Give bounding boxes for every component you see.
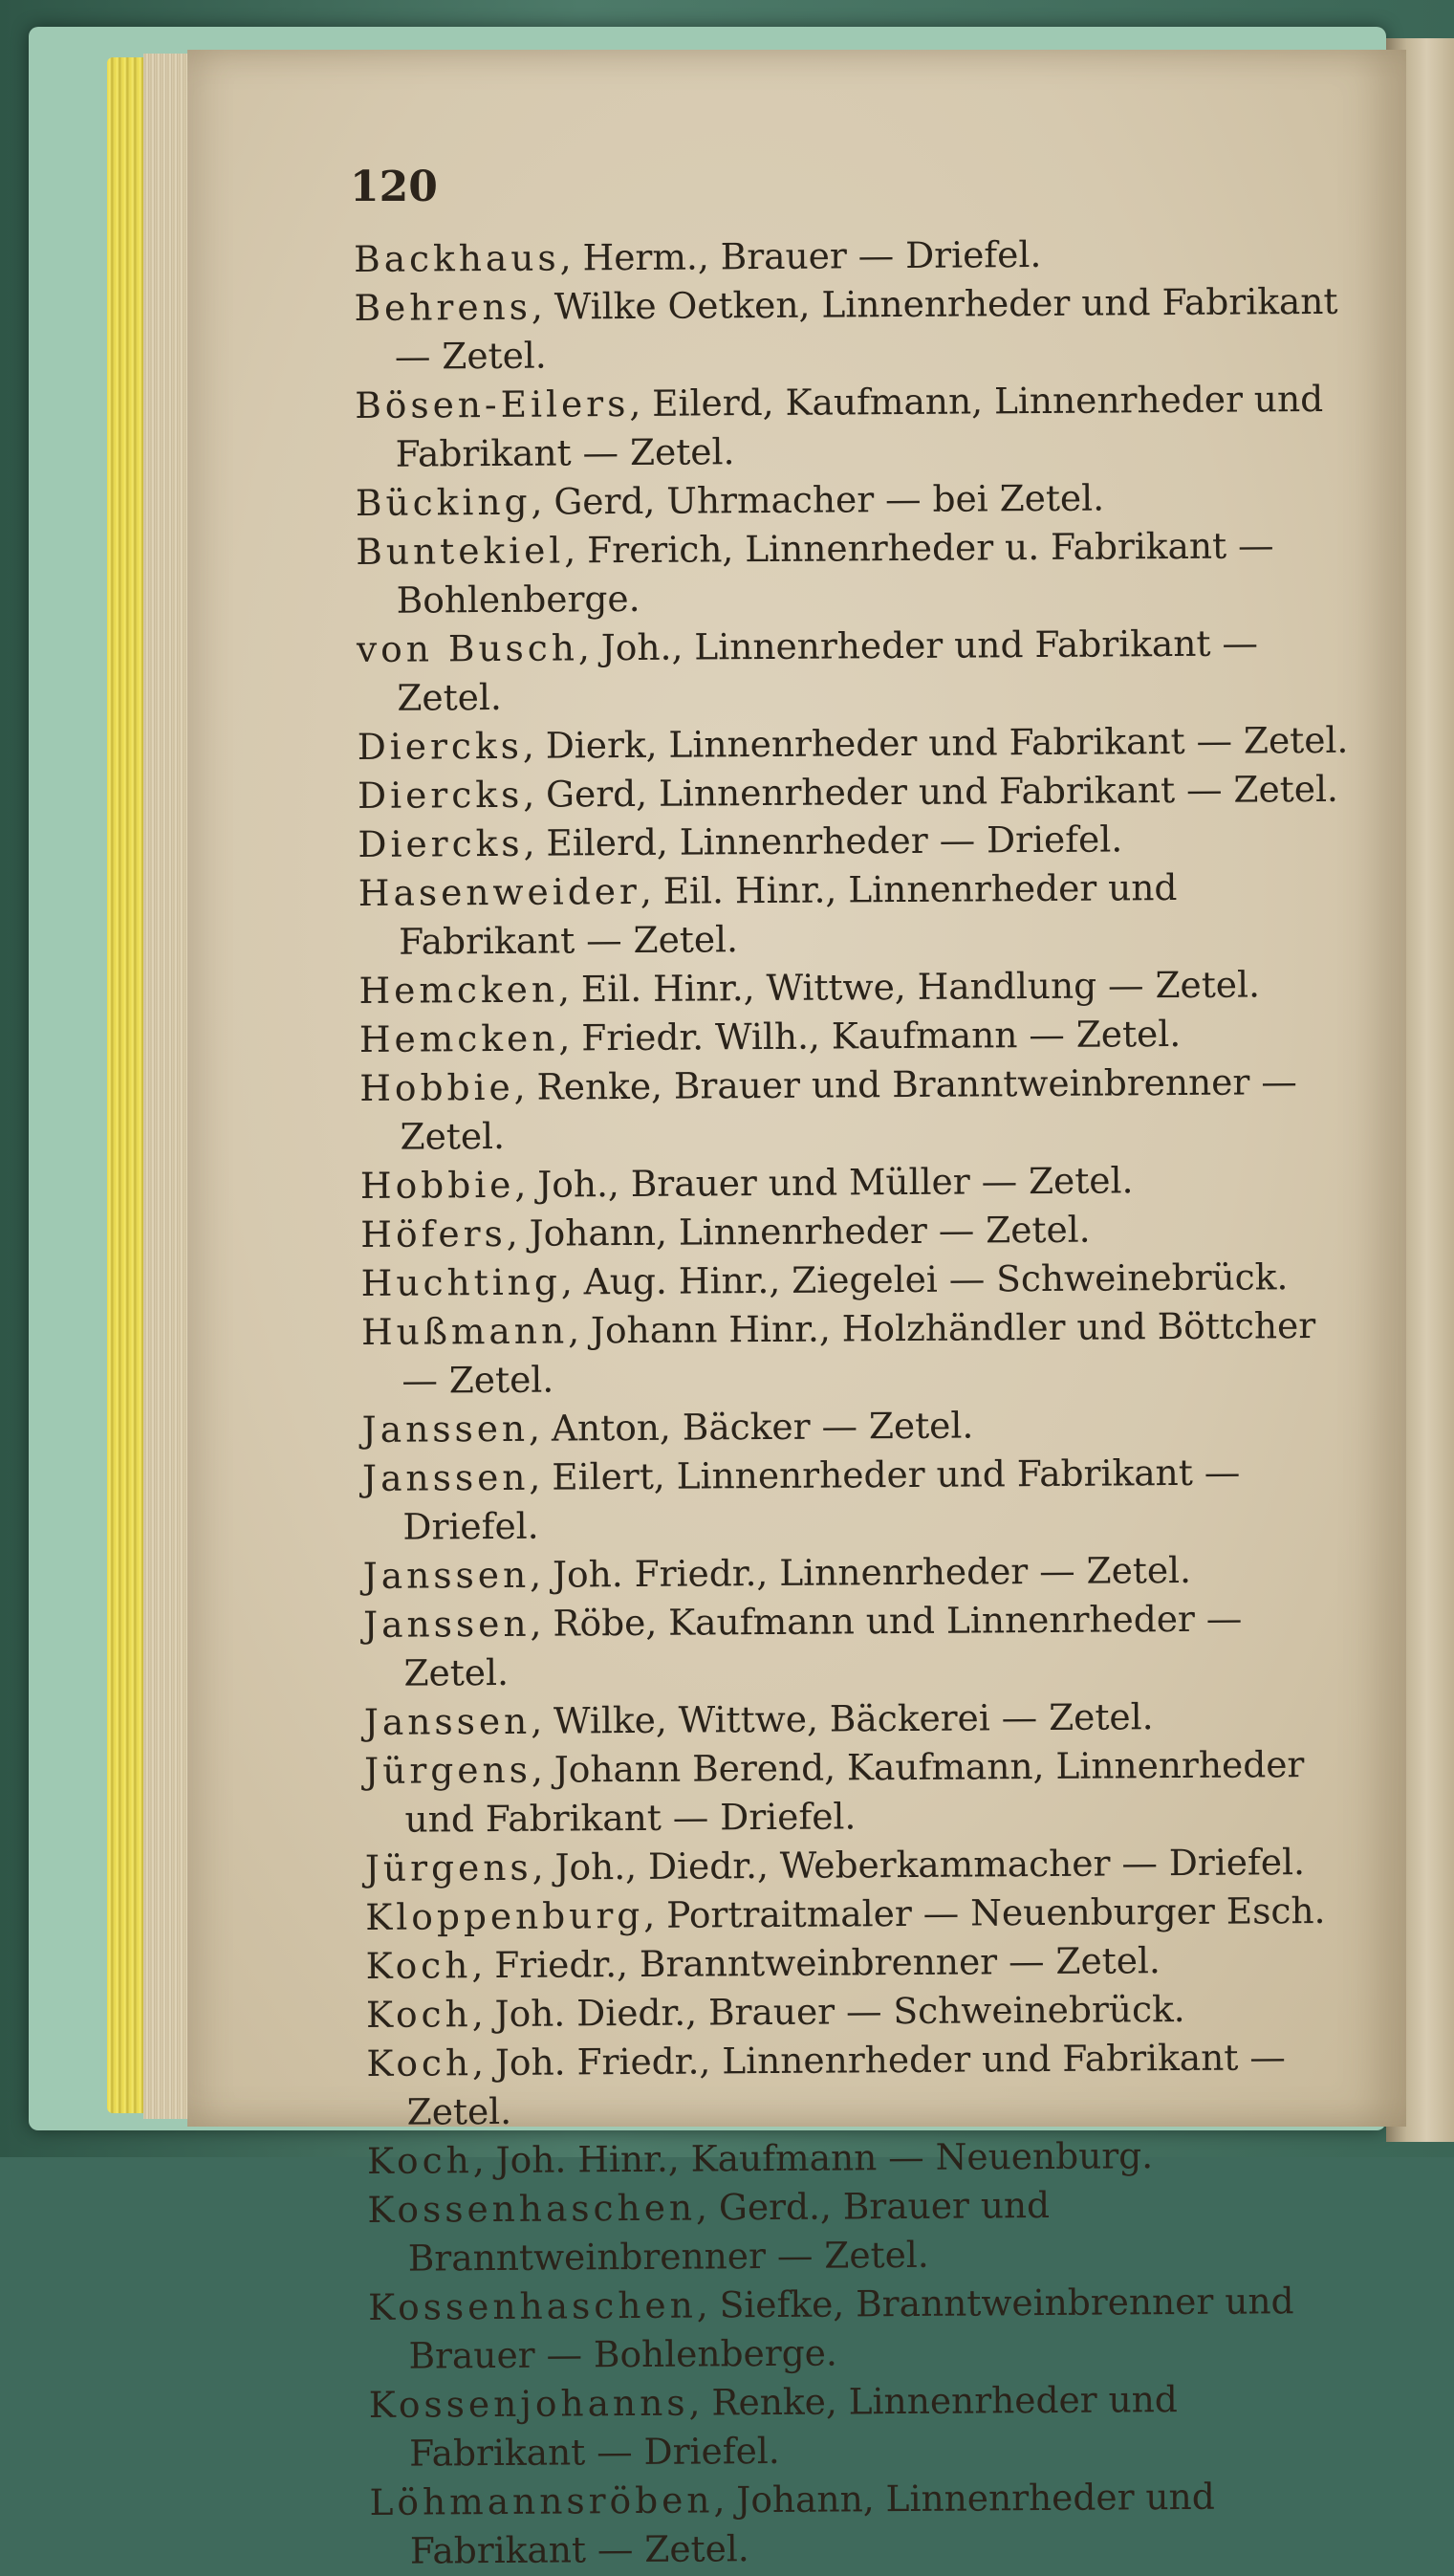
entry-name: Hemcken — [358, 968, 559, 1012]
directory-entry — [359, 1009, 1354, 1064]
entry-name: Höfers — [360, 1212, 507, 1255]
entry-details: , Joh. Hinr., Kaufmann — Neuenburg. — [472, 2134, 1154, 2182]
entry-name: Diercks — [357, 724, 524, 768]
entry-name: Kossenjohanns — [368, 2381, 689, 2426]
directory-entry — [361, 1301, 1356, 1406]
entry-details: , Joh., Brauer und Müller — Zetel. — [514, 1159, 1134, 1206]
entry-details: , Johann, Linnenrheder und Fabrikant — Zetel. — [409, 2475, 1215, 2572]
directory-entry — [365, 1838, 1359, 1893]
directory-entry — [357, 619, 1352, 723]
entry-name: Koch — [365, 1993, 472, 2036]
entry-name: Janssen — [361, 1455, 530, 1499]
entry-name: Löhmannsröben — [369, 2478, 714, 2523]
directory-entry — [358, 814, 1352, 869]
directory-entry — [354, 277, 1349, 382]
entry-details: , Friedr. Wilh., Kaufmann — Zetel. — [558, 1012, 1182, 1059]
entry-name: Hobbie — [359, 1065, 514, 1109]
entry-name: Diercks — [358, 821, 524, 865]
entry-name: von Busch — [356, 626, 579, 670]
entry-name: Huchting — [360, 1260, 562, 1304]
entry-name: Hobbie — [359, 1163, 515, 1207]
entry-name: Jürgens — [364, 1748, 532, 1792]
directory-entry — [360, 1204, 1355, 1259]
entry-details: , Joh., Diedr., Weberkammacher — Driefel. — [532, 1841, 1306, 1888]
directory-entry — [364, 1740, 1359, 1845]
entry-details: , Eil. Hinr., Wittwe, Handlung — Zetel. — [557, 963, 1261, 1011]
directory-entry — [360, 1155, 1355, 1211]
directory-entry — [358, 862, 1354, 967]
directory-entry — [365, 1935, 1359, 1991]
entry-details: , Siefke, Branntweinbrenner und Brauer — Bohlenberge. — [408, 2280, 1294, 2377]
directory-entry — [366, 1984, 1360, 2040]
entry-details: , Johann Hinr., Holzhändler und Böttcher — Zetel. — [401, 1304, 1316, 1402]
entry-details: , Joh. Friedr., Linnenrheder — Zetel. — [530, 1548, 1192, 1596]
entry-name: Diercks — [357, 773, 524, 817]
entry-name: Bücking — [355, 480, 532, 524]
entry-name: Behrens — [354, 285, 532, 329]
directory-entry — [367, 2179, 1362, 2283]
entry-details: , Aug. Hinr., Ziegelei — Schweinebrück. — [560, 1255, 1289, 1303]
directory-entry — [367, 2130, 1361, 2186]
entry-name: Hemcken — [358, 1016, 559, 1060]
entry-name: Jürgens — [364, 1845, 532, 1889]
entry-details: , Renke, Brauer und Branntweinbrenner — Zetel. — [400, 1060, 1297, 1158]
entry-name: Janssen — [362, 1553, 531, 1597]
directory-entry — [369, 2472, 1364, 2576]
entry-name: Backhaus — [354, 236, 560, 280]
entry-details: , Gerd, Uhrmacher — bei Zetel. — [531, 476, 1105, 523]
entry-name: Janssen — [363, 1699, 532, 1743]
directory-entry — [364, 1692, 1358, 1747]
entry-details: , Dierk, Linnenrheder und Fabrikant — Zetel. — [522, 718, 1349, 767]
page-number: 120 — [350, 163, 438, 211]
directory-entry — [369, 2374, 1364, 2478]
directory-entry — [366, 2033, 1361, 2137]
entry-name: Hasenweider — [358, 869, 641, 914]
entry-details: , Joh., Linnenrheder und Fabrikant — Zetel. — [397, 622, 1259, 719]
directory-entry — [354, 229, 1348, 284]
directory-entry — [356, 472, 1350, 528]
directory-entry — [368, 2277, 1363, 2381]
entry-details: , Herm., Brauer — Driefel. — [559, 232, 1042, 279]
directory-entry — [365, 1887, 1359, 1942]
entry-details: , Eilert, Linnenrheder und Fabrikant — Driefel. — [402, 1451, 1241, 1548]
directory-entry — [358, 765, 1352, 820]
entry-details: , Wilke Oetken, Linnenrheder und Fabrikant — Zetel. — [394, 279, 1338, 378]
entry-details: , Portraitmaler — Neuenburger Esch. — [643, 1888, 1326, 1936]
entry-details: , Johann, Linnenrheder — Zetel. — [506, 1208, 1091, 1255]
entry-name: Koch — [365, 1944, 472, 1987]
entry-name: Hußmann — [360, 1309, 569, 1353]
entry-details: , Joh. Diedr., Brauer — Schweinebrück. — [471, 1987, 1185, 2036]
entry-details: , Gerd., Brauer und Branntweinbrenner — Zetel. — [407, 2183, 1051, 2280]
directory-entry — [358, 716, 1352, 772]
entry-details: , Friedr., Branntweinbrenner — Zetel. — [471, 1939, 1161, 1987]
entry-details: , Renke, Linnenrheder und Fabrikant — Driefel. — [409, 2378, 1179, 2475]
directory-entry — [362, 1448, 1357, 1552]
entry-name: Janssen — [361, 1407, 530, 1451]
entry-details: , Eil. Hinr., Linnenrheder und Fabrikant — Zetel. — [399, 866, 1178, 963]
entry-details: , Eilerd, Linnenrheder — Driefel. — [523, 818, 1123, 864]
entry-details: , Eilerd, Kaufmann, Linnenrheder und Fabrikant — Zetel. — [395, 377, 1324, 475]
entry-details: , Frerich, Linnenrheder u. Fabrikant — Bohlenberge. — [396, 524, 1274, 622]
entry-name: Bösen-Eilers — [355, 382, 630, 426]
entry-details: , Gerd, Linnenrheder und Fabrikant — Zetel. — [523, 767, 1339, 816]
entry-details: , Röbe, Kaufmann und Linnenrheder — Zetel. — [403, 1597, 1243, 1694]
directory-entry — [359, 1058, 1355, 1162]
directory-entry — [360, 1253, 1355, 1308]
entry-details: , Joh. Friedr., Linnenrheder und Fabrikant — Zetel. — [406, 2036, 1286, 2133]
directory-entry — [355, 375, 1350, 479]
directory-entry — [356, 521, 1351, 625]
entry-name: Koch — [366, 2139, 473, 2182]
entry-details: , Wilke, Wittwe, Bäckerei — Zetel. — [531, 1695, 1154, 1742]
directory-entry — [363, 1594, 1358, 1698]
directory-entry — [363, 1545, 1357, 1601]
entry-name: Kloppenburg — [365, 1893, 644, 1938]
entry-details: , Johann Berend, Kaufmann, Linnenrheder und Fabrikant — Driefel. — [404, 1743, 1305, 1841]
entry-name: Buntekiel — [356, 529, 565, 573]
entry-name: Janssen — [362, 1602, 531, 1646]
entry-details: , Anton, Bäcker — Zetel. — [528, 1404, 974, 1450]
entry-name: Kossenhaschen — [367, 2283, 697, 2328]
entry-name: Kossenhaschen — [367, 2186, 697, 2231]
entry-name: Koch — [366, 2041, 473, 2085]
directory-entry — [362, 1399, 1356, 1454]
directory-entry — [358, 960, 1353, 1015]
directory-entries — [354, 229, 1364, 2576]
